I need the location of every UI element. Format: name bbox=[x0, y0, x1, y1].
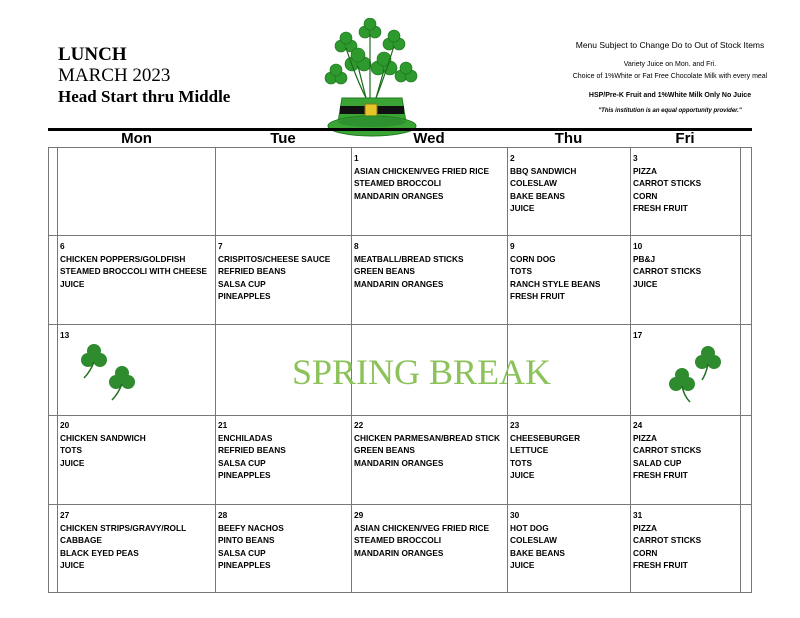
title-lunch: LUNCH bbox=[58, 44, 127, 65]
menu-item: CORN bbox=[633, 547, 658, 558]
date-number: 31 bbox=[633, 510, 643, 520]
menu-item: FRESH FRUIT bbox=[633, 470, 688, 480]
menu-item: BEEFY NACHOS bbox=[218, 522, 284, 533]
day-headers bbox=[58, 131, 740, 147]
menu-item: SALSA CUP bbox=[218, 278, 266, 289]
date-number: 17 bbox=[633, 330, 643, 340]
grid-line bbox=[48, 235, 752, 236]
menu-item: PIZZA bbox=[633, 165, 657, 176]
shamrock-icon bbox=[662, 344, 732, 406]
menu-item: REFRIED BEANS bbox=[218, 266, 286, 276]
date-number: 6 bbox=[60, 241, 65, 251]
menu-item: GREEN BEANS bbox=[354, 266, 415, 276]
date-number: 8 bbox=[354, 241, 359, 251]
menu-cell bbox=[354, 152, 489, 202]
menu-item: PINTO BEANS bbox=[218, 535, 275, 545]
menu-item: MANDARIN ORANGES bbox=[354, 547, 444, 558]
shamrock-hat-icon bbox=[322, 18, 422, 140]
menu-item: FRESH FRUIT bbox=[510, 291, 565, 301]
menu-item: FRESH FRUIT bbox=[633, 203, 688, 213]
menu-item: PINEAPPLES bbox=[218, 470, 271, 480]
menu-item: CHICKEN POPPERS/GOLDFISH bbox=[60, 253, 186, 264]
menu-cell bbox=[510, 509, 565, 572]
menu-cell bbox=[60, 329, 69, 342]
date-number: 13 bbox=[60, 330, 70, 340]
menu-cell bbox=[633, 152, 701, 215]
menu-item: JUICE bbox=[60, 560, 85, 570]
menu-item: BAKE BEANS bbox=[510, 547, 565, 558]
note-variety-juice: Variety Juice on Mon. and Fri. bbox=[623, 61, 717, 68]
menu-item: COLESLAW bbox=[510, 178, 558, 188]
menu-item: COLESLAW bbox=[510, 535, 558, 545]
menu-item: JUICE bbox=[633, 278, 658, 289]
menu-item: BAKE BEANS bbox=[510, 190, 565, 201]
menu-item: JUICE bbox=[510, 470, 535, 480]
day-header-thu: Thu bbox=[554, 130, 583, 147]
menu-notes bbox=[500, 40, 800, 114]
menu-item: CHICKEN STRIPS/GRAVY/ROLL bbox=[60, 522, 187, 533]
menu-item: CARROT STICKS bbox=[633, 445, 702, 455]
grid-line bbox=[48, 415, 752, 416]
menu-item: CORN bbox=[633, 190, 658, 201]
date-number: 20 bbox=[60, 420, 70, 430]
date-number: 30 bbox=[510, 510, 520, 520]
note-prek: HSP/Pre-K Fruit and 1%White Milk Only No Juice bbox=[588, 92, 752, 99]
note-milk-choice: Choice of 1%White or Fat Free Chocolate Milk with every meal bbox=[572, 73, 768, 80]
menu-item: TOTS bbox=[510, 457, 532, 468]
menu-cell bbox=[60, 419, 146, 469]
date-number: 29 bbox=[354, 510, 364, 520]
menu-item: SALSA CUP bbox=[218, 457, 266, 468]
menu-cell bbox=[60, 240, 207, 290]
grid-line bbox=[48, 324, 752, 325]
date-number: 9 bbox=[510, 241, 515, 251]
grid-line bbox=[751, 147, 752, 593]
grid-line bbox=[57, 147, 58, 593]
date-number: 22 bbox=[354, 420, 364, 430]
menu-item: STEAMED BROCCOLI bbox=[354, 178, 442, 188]
menu-item: PIZZA bbox=[633, 522, 657, 533]
grid-line bbox=[630, 147, 631, 593]
date-number: 2 bbox=[510, 153, 515, 163]
menu-cell bbox=[354, 240, 464, 290]
menu-item: CHEESEBURGER bbox=[510, 432, 581, 443]
menu-item: JUICE bbox=[510, 203, 535, 213]
menu-cell bbox=[218, 509, 284, 572]
date-number: 21 bbox=[218, 420, 228, 430]
menu-cell bbox=[218, 240, 330, 303]
menu-item: SALSA CUP bbox=[218, 547, 266, 558]
date-number: 27 bbox=[60, 510, 70, 520]
menu-item: LETTUCE bbox=[510, 445, 549, 455]
date-number: 10 bbox=[633, 241, 643, 251]
menu-cell bbox=[218, 419, 286, 482]
menu-item: GREEN BEANS bbox=[354, 445, 415, 455]
menu-item: PINEAPPLES bbox=[218, 560, 271, 570]
menu-item: CRISPITOS/CHEESE SAUCE bbox=[218, 253, 331, 264]
menu-item: TOTS bbox=[510, 266, 532, 276]
day-header-wed: Wed bbox=[413, 130, 445, 147]
menu-item: CARROT STICKS bbox=[633, 266, 702, 276]
menu-item: JUICE bbox=[510, 560, 535, 570]
date-number: 1 bbox=[354, 153, 359, 163]
menu-item: CABBAGE bbox=[60, 535, 102, 545]
menu-item: CARROT STICKS bbox=[633, 535, 702, 545]
menu-cell bbox=[60, 509, 186, 572]
note-equal-opportunity: "This institution is an equal opportunity provider." bbox=[598, 108, 742, 114]
menu-item: MEATBALL/BREAD STICKS bbox=[354, 253, 464, 264]
menu-cell bbox=[633, 419, 701, 482]
menu-item: BBQ SANDWICH bbox=[510, 165, 577, 176]
day-header-fri: Fri bbox=[675, 130, 695, 147]
date-number: 28 bbox=[218, 510, 228, 520]
date-number: 3 bbox=[633, 153, 638, 163]
menu-item: PIZZA bbox=[633, 432, 657, 443]
grid-line bbox=[215, 147, 216, 593]
title-month: MARCH 2023 bbox=[58, 65, 171, 86]
menu-cell bbox=[510, 152, 576, 215]
grid-line bbox=[48, 592, 752, 593]
menu-cell bbox=[354, 509, 489, 559]
menu-item: JUICE bbox=[60, 457, 85, 468]
grid-line bbox=[48, 147, 49, 593]
date-number: 7 bbox=[218, 241, 223, 251]
menu-cell bbox=[510, 419, 580, 482]
menu-item: RANCH STYLE BEANS bbox=[510, 278, 601, 289]
menu-cell bbox=[633, 329, 642, 342]
date-number: 23 bbox=[510, 420, 520, 430]
day-header-tue: Tue bbox=[270, 130, 296, 147]
grid-line bbox=[48, 147, 752, 148]
title-block bbox=[58, 44, 230, 107]
grid-line bbox=[48, 504, 752, 505]
menu-item: TOTS bbox=[60, 445, 82, 455]
menu-item: ASIAN CHICKEN/VEG FRIED RICE bbox=[354, 522, 490, 533]
menu-cell bbox=[633, 240, 701, 290]
menu-item: BLACK EYED PEAS bbox=[60, 547, 139, 558]
menu-cell bbox=[510, 240, 600, 303]
grid-line bbox=[740, 147, 741, 593]
day-header-mon: Mon bbox=[121, 130, 152, 147]
menu-item: ASIAN CHICKEN/VEG FRIED RICE bbox=[354, 165, 490, 176]
note-subject-to-change: Menu Subject to Change Do to Out of Stock Items bbox=[575, 40, 765, 50]
menu-cell bbox=[633, 509, 701, 572]
menu-item: CHICKEN PARMESAN/BREAD STICK bbox=[354, 432, 500, 443]
menu-item: MANDARIN ORANGES bbox=[354, 457, 444, 468]
menu-item: CARROT STICKS bbox=[633, 178, 702, 188]
menu-item: CHICKEN SANDWICH bbox=[60, 432, 146, 443]
menu-item: MANDARIN ORANGES bbox=[354, 278, 444, 289]
spring-break-banner: SPRING BREAK bbox=[292, 352, 552, 392]
menu-item: STEAMED BROCCOLI bbox=[354, 535, 442, 545]
menu-item: CORN DOG bbox=[510, 253, 556, 264]
date-number: 24 bbox=[633, 420, 643, 430]
menu-cell bbox=[354, 419, 500, 469]
menu-item: JUICE bbox=[60, 278, 85, 289]
menu-item: REFRIED BEANS bbox=[218, 445, 286, 455]
menu-item: STEAMED BROCCOLI WITH CHEESE bbox=[60, 266, 208, 276]
menu-item: MANDARIN ORANGES bbox=[354, 190, 444, 201]
menu-item: FRESH FRUIT bbox=[633, 560, 688, 570]
menu-item: SALAD CUP bbox=[633, 457, 682, 468]
title-grades: Head Start thru Middle bbox=[58, 87, 231, 106]
menu-item: HOT DOG bbox=[510, 522, 549, 533]
menu-item: PINEAPPLES bbox=[218, 291, 271, 301]
shamrock-icon bbox=[74, 340, 144, 402]
menu-item: ENCHILADAS bbox=[218, 432, 273, 443]
menu-item: PB&J bbox=[633, 253, 656, 264]
